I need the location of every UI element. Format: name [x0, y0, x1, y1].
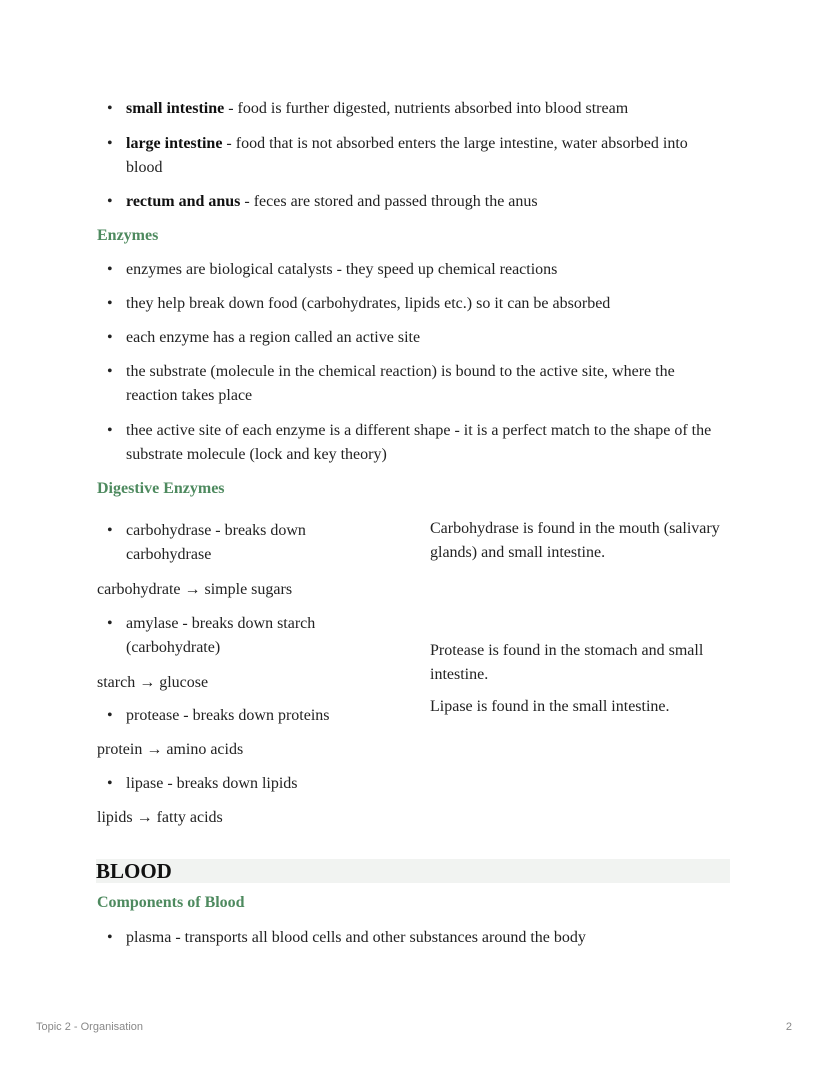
note: Protease is found in the stomach and small intestine.	[430, 642, 704, 683]
term: large intestine	[126, 135, 223, 152]
section-heading: Enzymes	[97, 227, 159, 244]
list-item: • each enzyme has a region called an active site	[126, 326, 726, 350]
note: Lipase is found in the small intestine.	[430, 698, 670, 715]
equation: carbohydrate → simple sugars	[97, 581, 293, 598]
list-item: • the substrate (molecule in the chemical reaction) is bound to the active site, where the reaction takes place	[126, 360, 706, 408]
equation: starch → glucose	[97, 674, 209, 691]
term: rectum and anus	[126, 193, 241, 210]
description: - food is further digested, nutrients absorbed into blood stream	[224, 100, 629, 117]
list-item: • amylase - breaks down starch (carbohydrate)	[126, 612, 326, 660]
list-item: • thee active site of each enzyme is a different shape - it is a perfect match to the shape of the substrate molecule (lock and key theory)	[126, 419, 726, 467]
list-item: • lipase - breaks down lipids	[126, 772, 386, 796]
list-item: • enzymes are biological catalysts - they speed up chemical reactions	[126, 258, 726, 282]
term: small intestine	[126, 100, 225, 117]
equation: protein → amino acids	[97, 741, 244, 758]
footer-title: Topic 2 - Organisation	[36, 1021, 143, 1033]
list-item	[126, 97, 726, 121]
list-item: • carbohydrase - breaks down carbohydrase	[126, 519, 326, 567]
equation: lipids → fatty acids	[97, 809, 223, 826]
description: - food that is not absorbed enters the large intestine, water absorbed into blood	[126, 135, 688, 176]
section-title: BLOOD	[96, 859, 730, 883]
list-item	[126, 190, 726, 214]
section-heading: Components of Blood	[97, 894, 245, 911]
description: - feces are stored and passed through the anus	[240, 193, 538, 210]
list-item: • protease - breaks down proteins	[126, 704, 386, 728]
list-item: • they help break down food (carbohydrates, lipids etc.) so it can be absorbed	[126, 292, 726, 316]
list-item	[126, 132, 716, 180]
note: Carbohydrase is found in the mouth (salivary glands) and small intestine.	[430, 520, 720, 561]
section-heading: Digestive Enzymes	[97, 480, 225, 497]
page-number: 2	[785, 1021, 792, 1033]
list-item: • plasma - transports all blood cells and other substances around the body	[126, 926, 726, 950]
